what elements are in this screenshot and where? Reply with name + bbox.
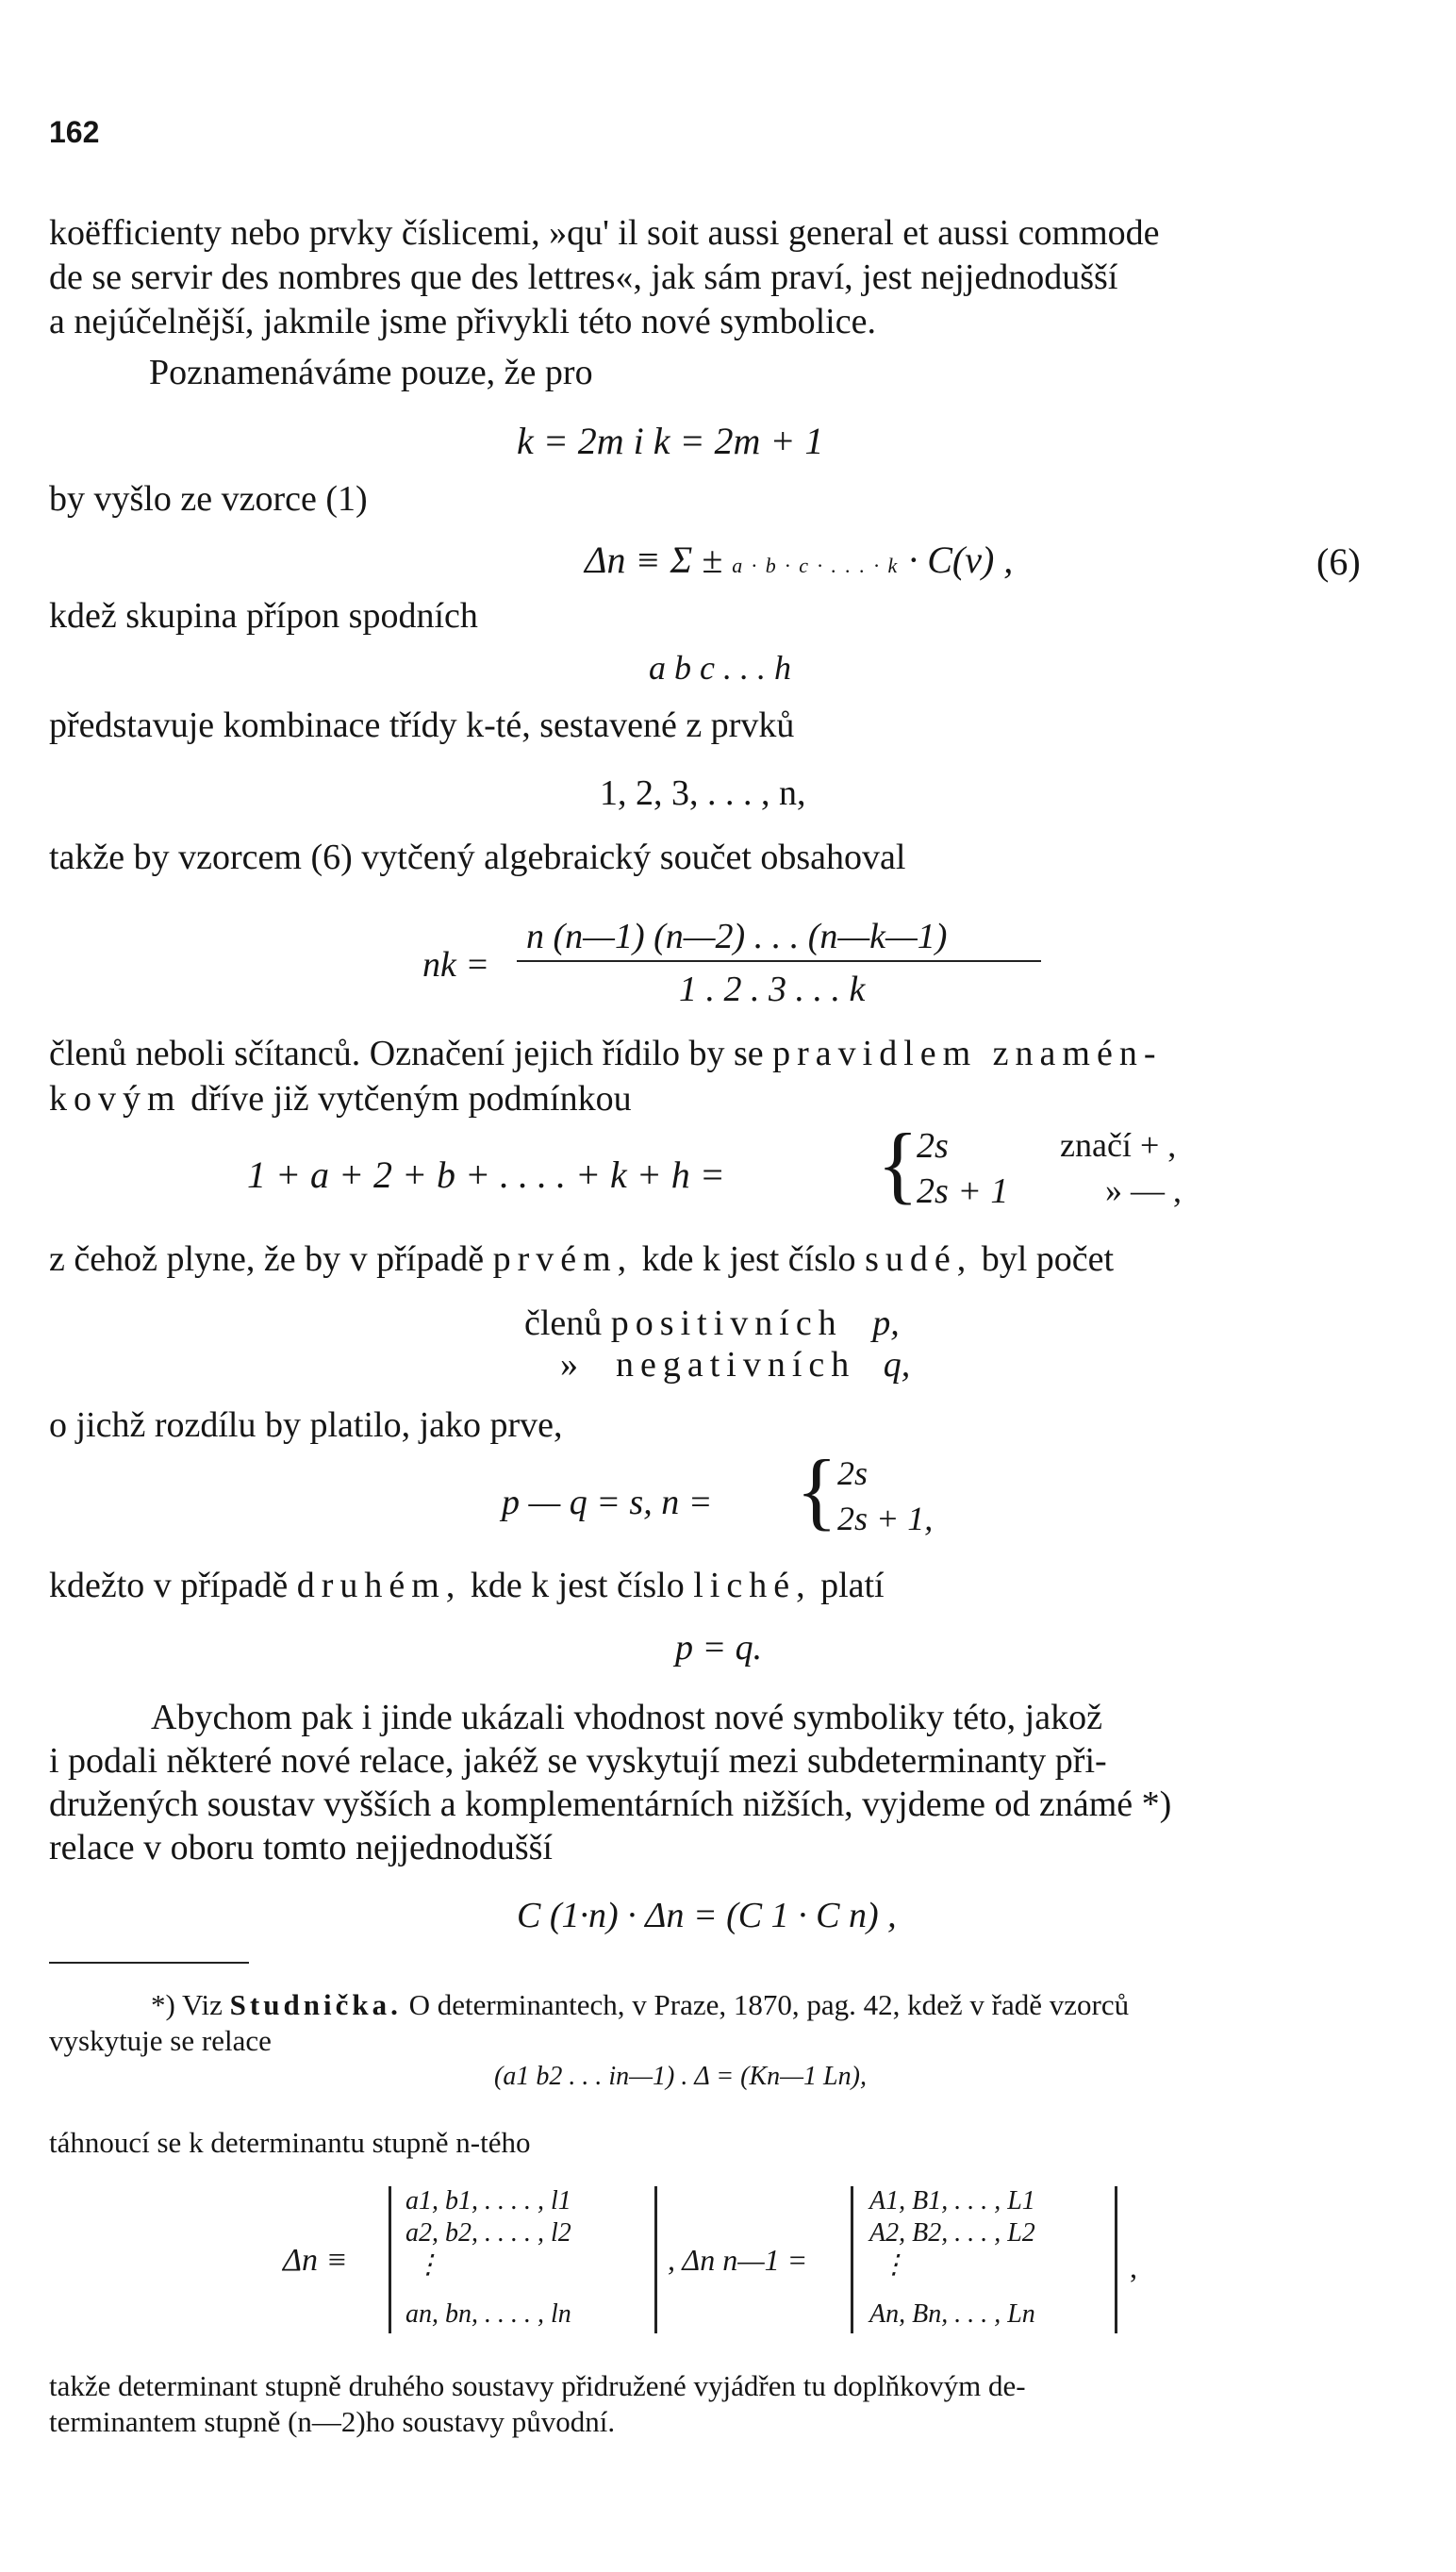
- spaced-text: kovým: [49, 1079, 182, 1119]
- paragraph-line: koëfficienty nebo prvky číslicemi, »qu' il soit aussi general et aussi commode: [49, 213, 1160, 253]
- text-run: platí: [820, 1566, 885, 1605]
- text-run: členů: [524, 1303, 603, 1343]
- det-left-bar: [389, 2186, 391, 2333]
- spaced-text: druhém,: [296, 1566, 462, 1605]
- fraction-bar: [517, 960, 1041, 962]
- footnote-line: [151, 1990, 1129, 2019]
- spaced-text: liché,: [693, 1566, 812, 1605]
- paragraph-line: takže by vzorcem (6) vytčený algebraický součet obsahoval: [49, 838, 906, 877]
- paragraph-line: Poznamenáváme pouze, že pro: [149, 353, 593, 392]
- pq-eq-top: 2s: [837, 1454, 869, 1492]
- sign-eq-top: 2s: [917, 1126, 949, 1166]
- sign-eq-bottom: 2s + 1: [917, 1171, 1009, 1211]
- equation-6-indices: a · b · c · . . . · k: [732, 554, 900, 577]
- footnote-line: vyskytuje se relace: [49, 2024, 272, 2057]
- text-run: kde k jest číslo: [641, 1239, 856, 1279]
- spaced-text: positivních: [610, 1303, 843, 1343]
- text-run: kde k jest číslo: [470, 1566, 685, 1605]
- sign-eq-lhs: 1 + a + 2 + b + . . . . + k + h =: [247, 1153, 725, 1196]
- spaced-text: prvém,: [492, 1239, 634, 1279]
- text-run: z čehož plyne, že by v případě: [49, 1239, 485, 1279]
- det-right-row: A2, B2, . . . , L2: [869, 2218, 1035, 2248]
- math-var: q,: [883, 1345, 911, 1385]
- det-left-row: ⋮: [415, 2250, 441, 2280]
- text-run: kdežto v případě: [49, 1566, 289, 1605]
- spaced-text: sudé,: [865, 1239, 973, 1279]
- paragraph-line: o jichž rozdílu by platilo, jako prve,: [49, 1405, 563, 1445]
- text-run: O determinantech, v Praze, 1870, pag. 42, kdež v řadě vzorců: [408, 1988, 1130, 2021]
- det-right-row: ⋮: [881, 2250, 907, 2280]
- paragraph-line: představuje kombinace třídy k-té, sestavené z prvků: [49, 705, 795, 745]
- sequence: 1, 2, 3, . . . , n,: [600, 773, 806, 813]
- equation-6: [585, 541, 1013, 579]
- det-left-bar-right: [654, 2186, 657, 2333]
- positive-count-line: [524, 1305, 900, 1341]
- equation-6-suffix: · C(ν) ,: [899, 539, 1014, 581]
- footnote-divider: [49, 1962, 249, 1964]
- equation-number: (6): [1316, 540, 1361, 583]
- paragraph-line: [49, 1036, 1163, 1071]
- paragraph-line: relace v oboru tomto nejjednodušší: [49, 1828, 553, 1867]
- paragraph-line: kdež skupina přípon spodních: [49, 596, 478, 636]
- text-run: byl počet: [981, 1239, 1115, 1279]
- text-run: *) Viz: [151, 1988, 223, 2021]
- det-left-row: a2, b2, . . . . , l2: [405, 2218, 571, 2248]
- spaced-text: Studnička.: [229, 1988, 402, 2021]
- paragraph-line: Abychom pak i jinde ukázali vhodnost nové symboliky této, jakož: [151, 1698, 1102, 1737]
- det-right-bar: [851, 2186, 853, 2333]
- text-run: dříve již vytčeným podmínkou: [190, 1079, 632, 1119]
- det-left-row: a1, b1, . . . . , l1: [405, 2186, 571, 2215]
- text-run: »: [560, 1345, 578, 1385]
- equation-k: k = 2m i k = 2m + 1: [517, 420, 824, 462]
- paragraph-line: a nejúčelnější, jakmile jsme přivykli této nové symbolice.: [49, 302, 876, 341]
- det-right-row: An, Bn, . . . , Ln: [869, 2299, 1035, 2329]
- page-number: 162: [49, 115, 100, 149]
- det-right-row: A1, B1, . . . , L1: [869, 2186, 1035, 2215]
- sign-eq-top-note: značí + ,: [1060, 1126, 1177, 1164]
- text-run: členů neboli sčítanců. Označení jejich řídilo by se: [49, 1034, 764, 1073]
- brace: {: [796, 1442, 838, 1538]
- nk-numerator: n (n—1) (n—2) . . . (n—k—1): [526, 917, 948, 956]
- spaced-text: pravidlem znamén-: [772, 1034, 1163, 1073]
- spaced-text: negativních: [616, 1345, 856, 1385]
- equation-c: C (1·n) · Δn = (C 1 · C n) ,: [517, 1896, 897, 1935]
- pq-eq-bottom: 2s + 1,: [837, 1500, 934, 1537]
- det-lhs: Δn ≡: [283, 2243, 348, 2278]
- math-var: p,: [872, 1303, 900, 1343]
- paragraph-line: [49, 1241, 1114, 1277]
- nk-denominator: 1 . 2 . 3 . . . k: [679, 970, 866, 1009]
- brace: {: [877, 1116, 919, 1212]
- sign-eq-bottom-note: » — ,: [1105, 1171, 1182, 1209]
- footnote-line: terminantem stupně (n—2)ho soustavy původní.: [49, 2405, 616, 2438]
- det-mid: , Δn n—1 =: [668, 2243, 808, 2277]
- paragraph-line: [49, 1081, 632, 1117]
- nk-lhs: nk =: [422, 945, 490, 985]
- det-right-bar-right: [1115, 2186, 1117, 2333]
- index-set: a b c . . . h: [649, 649, 791, 687]
- pq-eq-lhs: p — q = s, n =: [502, 1483, 713, 1522]
- det-left-row: an, bn, . . . . , ln: [405, 2299, 571, 2329]
- footnote-formula: (a1 b2 . . . in—1) . Δ = (Kn—1 Ln),: [494, 2062, 867, 2091]
- footnote-line: takže determinant stupně druhého soustavy přidružené vyjádřen tu doplňkovým de-: [49, 2369, 1026, 2402]
- negative-count-line: [560, 1347, 910, 1383]
- footnote-line: táhnoucí se k determinantu stupně n-tého: [49, 2126, 531, 2159]
- equation-p-q: p = q.: [675, 1628, 763, 1668]
- paragraph-line: by vyšlo ze vzorce (1): [49, 479, 368, 519]
- equation-6-lhs: Δn ≡ Σ ±: [585, 539, 733, 581]
- paragraph-line: i podali některé nové relace, jakéž se vyskytují mezi subdeterminanty při-: [49, 1741, 1107, 1781]
- det-end: ,: [1130, 2250, 1137, 2284]
- paragraph-line: de se servir des nombres que des lettres«, jak sám praví, jest nejjednodušší: [49, 257, 1118, 297]
- paragraph-line: družených soustav vyšších a komplementárních nižších, vyjdeme od známé *): [49, 1784, 1172, 1824]
- paragraph-line: [49, 1568, 885, 1603]
